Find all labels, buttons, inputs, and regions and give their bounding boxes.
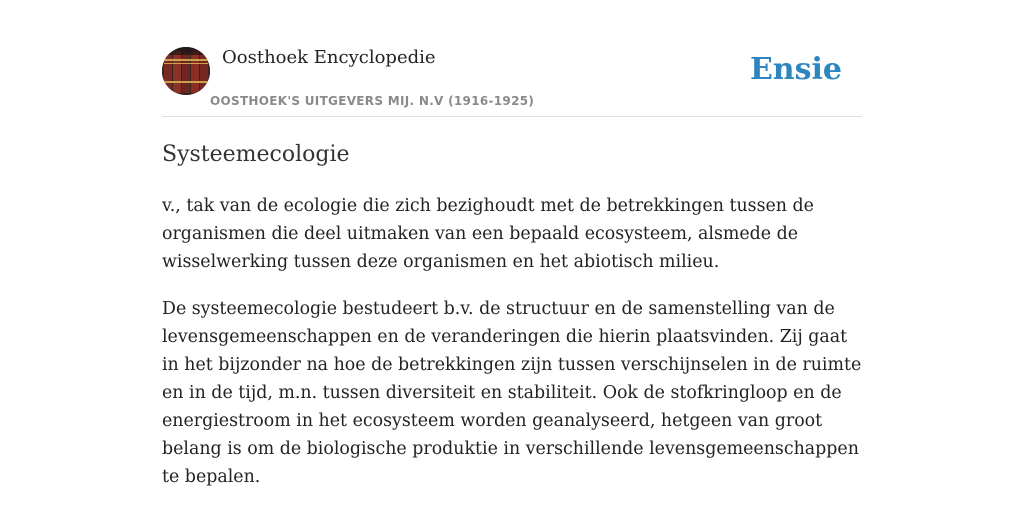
article-title: Systeemecologie [162, 142, 350, 167]
publication-name[interactable]: Oosthoek Encyclopedie [222, 47, 436, 68]
header [162, 0, 862, 117]
article-card [162, 0, 862, 512]
article-body [162, 192, 864, 510]
brand-logo[interactable]: Ensie [749, 52, 842, 87]
article-paragraph: De systeemecologie bestudeert b.v. de structuur en de samenstelling van de levensgemeenschappen en de veranderingen die hierin plaatsvinden. Zij gaat in het bijzonder na hoe de betrekkingen zijn tussen verschijnselen in de ruimte en in de tijd, m.n. tussen diversiteit en stabiliteit. Ook de stofkringloop en de energiestroom in het ecosysteem worden geanalyseerd, hetgeen van groot belang is om de biologische produktie in verschillende levensgemeenschappen te bepalen. [162, 299, 862, 487]
book-spines-icon [162, 47, 210, 95]
publisher-label: OOSTHOEK'S UITGEVERS MIJ. N.V (1916-1925) [210, 94, 535, 108]
article-paragraph: v., tak van de ecologie die zich bezighoudt met de betrekkingen tussen de organismen die deel uitmaken van een bepaald ecosysteem, alsmede de wisselwerking tussen deze organismen en het abiotisch milieu. [162, 196, 814, 272]
